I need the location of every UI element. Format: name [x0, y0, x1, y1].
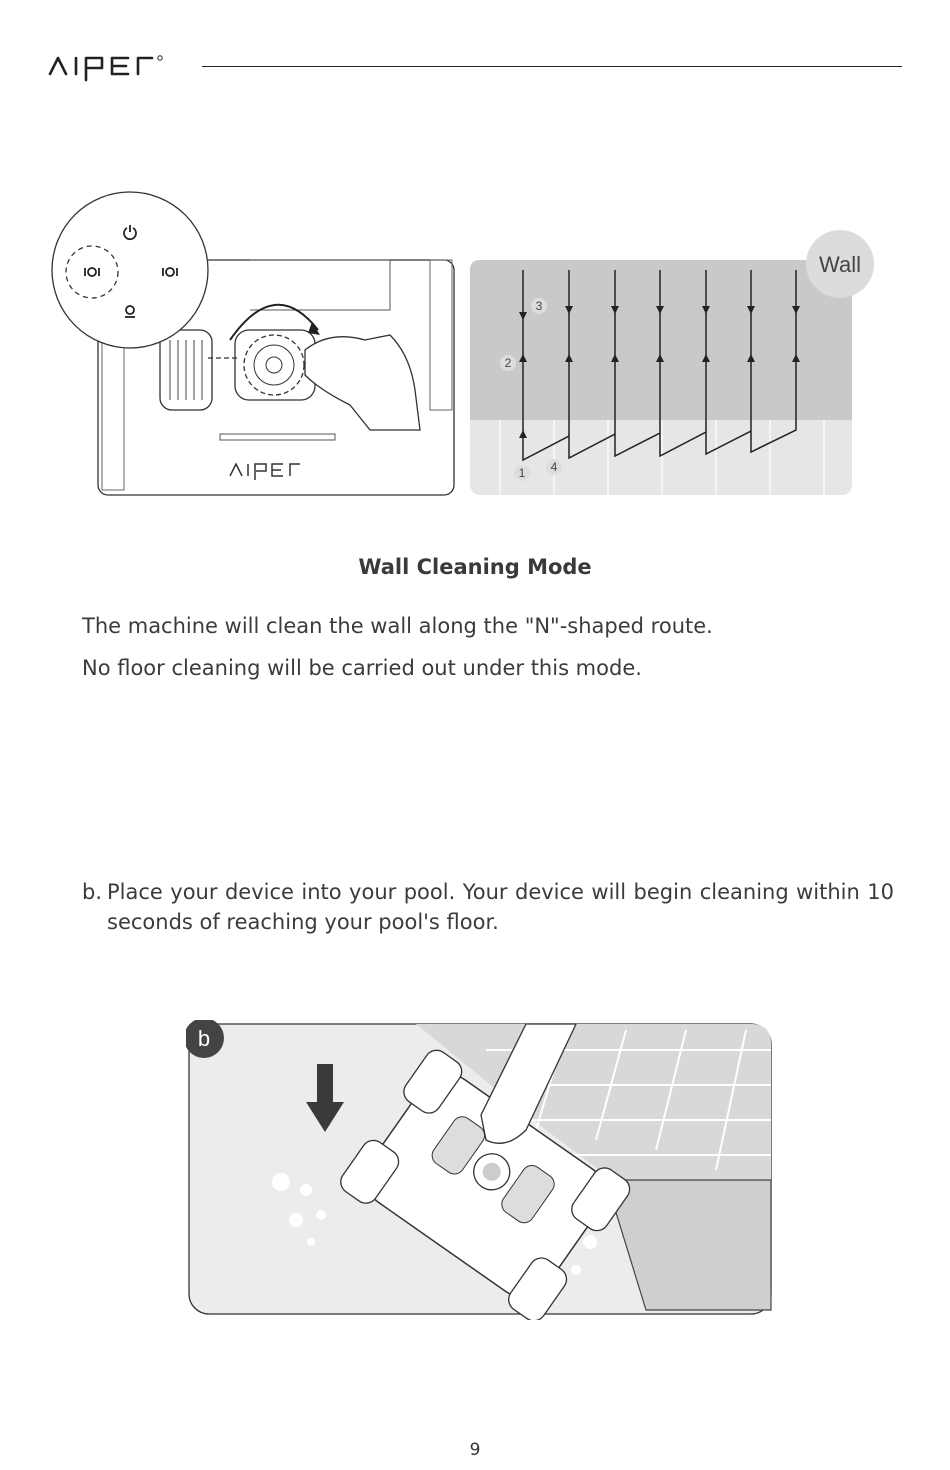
wall-route-diagram [466, 230, 878, 500]
description-line-2: No floor cleaning will be carried out under this mode. [82, 656, 642, 680]
route-step-4: 4 [550, 460, 558, 474]
page-number: 9 [469, 1440, 481, 1460]
step-letter: b. [82, 880, 103, 904]
route-step-1: 1 [518, 466, 526, 480]
description-line-1: The machine will clean the wall along the "N"-shaped route. [82, 614, 713, 638]
header-rule [202, 66, 902, 67]
step-text: Place your device into your pool. Your device will begin cleaning within 10 seconds of reaching your pool's floor. [107, 880, 894, 934]
wall-label: Wall [819, 252, 861, 277]
step-b [82, 877, 894, 937]
control-panel-illustration [50, 190, 460, 500]
route-step-2: 2 [504, 356, 512, 370]
figure-badge: b [197, 1026, 211, 1051]
section-title: Wall Cleaning Mode [358, 555, 592, 579]
aiper-logo [48, 50, 188, 86]
route-step-3: 3 [535, 299, 543, 313]
pool-placement-illustration [186, 1020, 776, 1320]
